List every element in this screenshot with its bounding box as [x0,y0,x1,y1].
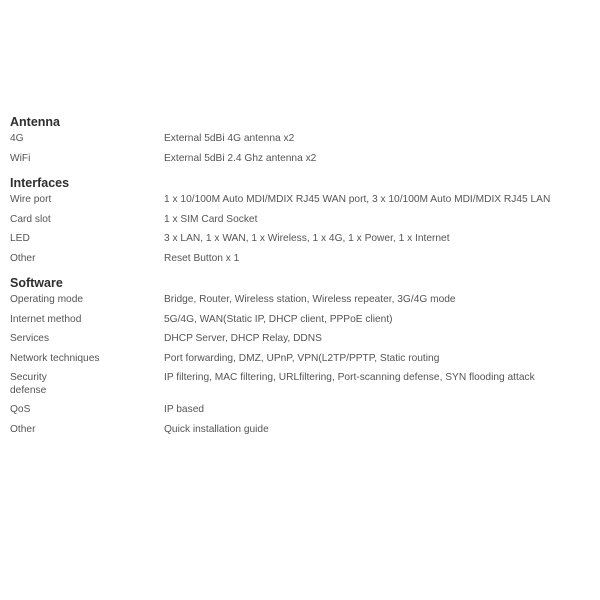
spec-label: Network techniques [10,352,100,364]
spec-value: IP filtering, MAC filtering, URLfiltering, Port-scanning defense, SYN flooding attack [164,372,535,383]
spec-label: Other [10,252,36,264]
spec-label: Wire port [10,194,52,205]
spec-row [10,294,590,307]
spec-value: 3 x LAN, 1 x WAN, 1 x Wireless, 1 x 4G, 1 x Power, 1 x Internet [164,233,450,244]
spec-value: External 5dBi 4G antenna x2 [164,133,295,144]
spec-row [10,194,590,207]
spec-value: Bridge, Router, Wireless station, Wireless repeater, 3G/4G mode [164,294,456,305]
spec-label: Card slot [10,213,51,225]
spec-table [10,114,590,443]
spec-label: Other [10,423,36,435]
spec-row [10,314,590,327]
spec-value: 5G/4G, WAN(Static IP, DHCP client, PPPoE client) [164,313,393,325]
spec-value: Port forwarding, DMZ, UPnP, VPN(L2TP/PPTP, Static routing [164,352,440,364]
spec-row [10,253,590,266]
spec-row [10,233,590,246]
spec-label: Operating mode [10,294,84,305]
spec-label: WiFi [10,152,31,164]
spec-label: LED [10,233,30,244]
spec-value: 1 x SIM Card Socket [164,213,258,225]
spec-row [10,333,590,346]
spec-row [10,153,590,166]
spec-row [10,214,590,227]
spec-value: External 5dBi 2.4 Ghz antenna x2 [164,152,317,164]
spec-row [10,372,590,397]
section-antenna [10,114,590,165]
section-title: Antenna [10,115,60,129]
spec-row [10,404,590,417]
section-title: Software [10,276,63,290]
spec-value: Quick installation guide [164,423,269,435]
spec-label: QoS [10,404,31,415]
spec-label: 4G [10,133,24,144]
spec-value: IP based [164,404,205,415]
spec-value: 1 x 10/100M Auto MDI/MDIX RJ45 WAN port, 3 x 10/100M Auto MDI/MDIX RJ45 LAN [164,194,551,205]
section-title: Interfaces [10,176,70,190]
section-software [10,275,590,436]
spec-row [10,133,590,146]
spec-row [10,424,590,437]
spec-label: Services [10,333,50,344]
spec-row [10,353,590,366]
spec-value: Reset Button x 1 [164,252,240,264]
spec-label: Internet method [10,313,82,325]
spec-label: Security defense [10,372,47,396]
spec-value: DHCP Server, DHCP Relay, DDNS [164,333,322,344]
section-interfaces [10,175,590,265]
